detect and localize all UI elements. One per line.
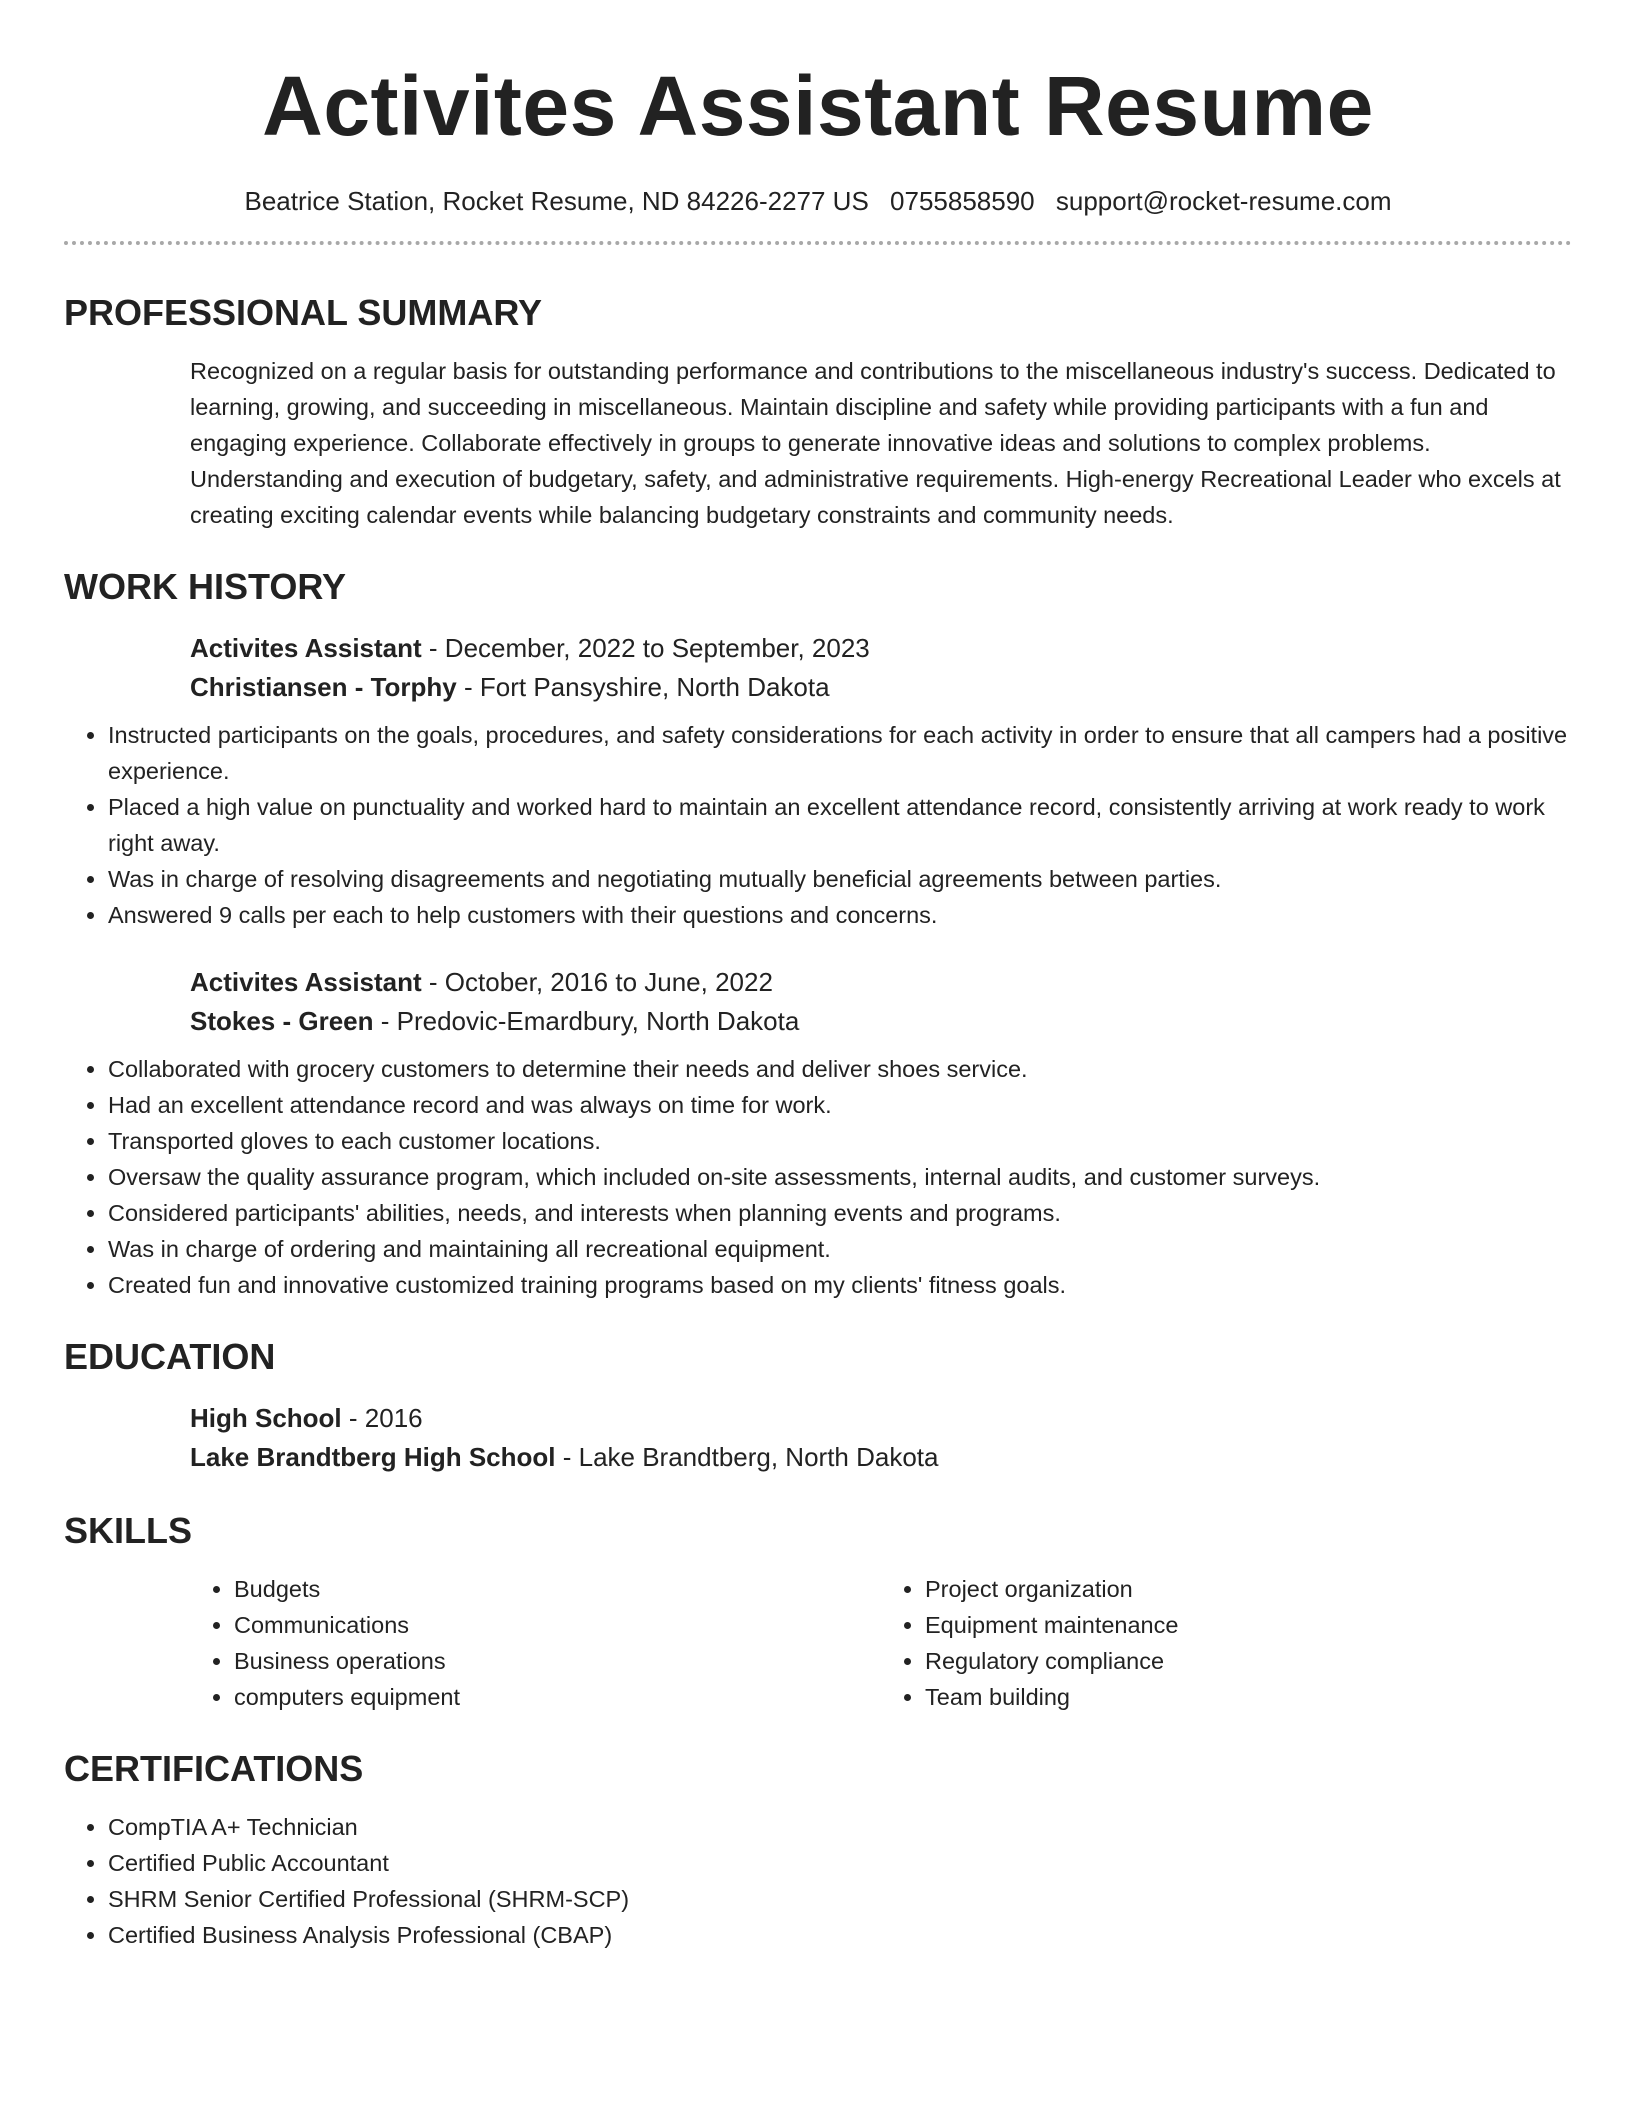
education-school-line <box>190 1438 1572 1477</box>
list-item: • Created fun and innovative customized training programs based on my clients' fitness goals. <box>108 1267 1572 1303</box>
certifications-list <box>64 1809 1572 1953</box>
skill-item: • Regulatory compliance <box>925 1643 1572 1679</box>
job-bullets <box>64 717 1572 933</box>
skill-item: • Equipment maintenance <box>925 1607 1572 1643</box>
resume-page <box>64 0 1572 1953</box>
page-title: Activites Assistant Resume <box>262 59 1374 153</box>
contact-line <box>64 186 1572 217</box>
list-item: • Was in charge of resolving disagreements and negotiating mutually beneficial agreements between parties. <box>108 861 1572 897</box>
skill-item: • computers equipment <box>234 1679 881 1715</box>
job-company: Christiansen - Torphy <box>190 672 457 702</box>
certification-item: • SHRM Senior Certified Professional (SHRM-SCP) <box>108 1881 1572 1917</box>
list-item: • Had an excellent attendance record and was always on time for work. <box>108 1087 1572 1123</box>
job-dates: - December, 2022 to September, 2023 <box>421 633 870 663</box>
skills-column-right <box>881 1571 1572 1715</box>
education-heading: EDUCATION <box>64 1336 276 1377</box>
skills-column-left <box>190 1571 881 1715</box>
list-item: • Answered 9 calls per each to help customers with their questions and concerns. <box>108 897 1572 933</box>
education-degree: High School <box>190 1403 342 1433</box>
job-title: Activites Assistant <box>190 633 422 663</box>
header-divider <box>64 241 1572 245</box>
education-year: - 2016 <box>341 1403 423 1433</box>
contact-phone: 0755858590 <box>890 186 1035 216</box>
skill-item: • Communications <box>234 1607 881 1643</box>
list-item: • Collaborated with grocery customers to determine their needs and deliver shoes service. <box>108 1051 1572 1087</box>
certification-item: • Certified Business Analysis Professional (CBAP) <box>108 1917 1572 1953</box>
education-degree-line <box>190 1399 1572 1438</box>
certification-item: • CompTIA A+ Technician <box>108 1809 1572 1845</box>
work-history-heading: WORK HISTORY <box>64 566 347 607</box>
list-item: • Transported gloves to each customer locations. <box>108 1123 1572 1159</box>
job-company: Stokes - Green <box>190 1006 374 1036</box>
list-item: • Placed a high value on punctuality and worked hard to maintain an excellent attendance record, consistently arriving at work ready to work right away. <box>108 789 1572 861</box>
job-company-line <box>190 668 1572 707</box>
list-item: • Was in charge of ordering and maintaining all recreational equipment. <box>108 1231 1572 1267</box>
skills-heading: SKILLS <box>64 1510 193 1551</box>
job-bullets <box>64 1051 1572 1303</box>
education-entry <box>190 1399 1572 1477</box>
job-dates: - October, 2016 to June, 2022 <box>421 967 773 997</box>
education-school: Lake Brandtberg High School <box>190 1442 556 1472</box>
education-location: - Lake Brandtberg, North Dakota <box>555 1442 939 1472</box>
certifications-heading: CERTIFICATIONS <box>64 1748 364 1789</box>
job-company-line <box>190 1002 1572 1041</box>
job-entry <box>190 629 1572 707</box>
list-item: • Oversaw the quality assurance program, which included on-site assessments, internal audits, and customer surveys. <box>108 1159 1572 1195</box>
certification-item: • Certified Public Accountant <box>108 1845 1572 1881</box>
skill-item: • Business operations <box>234 1643 881 1679</box>
job-title-line <box>190 629 1572 668</box>
job-title: Activites Assistant <box>190 967 422 997</box>
list-item: • Instructed participants on the goals, procedures, and safety considerations for each activity in order to ensure that all campers had a positive experience. <box>108 717 1572 789</box>
contact-address: Beatrice Station, Rocket Resume, ND 84226-2277 US <box>244 186 869 216</box>
job-location: - Fort Pansyshire, North Dakota <box>456 672 830 702</box>
job-title-line <box>190 963 1572 1002</box>
skill-item: • Project organization <box>925 1571 1572 1607</box>
job-entry <box>190 963 1572 1041</box>
summary-text: Recognized on a regular basis for outstanding performance and contributions to the miscellaneous industry's success. Dedicated to learning, growing, and succeeding in miscellaneous. Maintain discipline and safety while providing participants with a fun and engaging experience. Collaborate effectively in groups to generate innovative ideas and solutions to complex problems. Understanding and execution of budgetary, safety, and administrative requirements. High-energy Recreational Leader who excels at creating exciting calendar events while balancing budgetary constraints and community needs. <box>190 358 1561 528</box>
skill-item: • Team building <box>925 1679 1572 1715</box>
skill-item: • Budgets <box>234 1571 881 1607</box>
skills-grid <box>190 1571 1572 1715</box>
contact-email: support@rocket-resume.com <box>1055 186 1392 216</box>
list-item: • Considered participants' abilities, needs, and interests when planning events and programs. <box>108 1195 1572 1231</box>
summary-heading: PROFESSIONAL SUMMARY <box>64 292 543 333</box>
job-location: - Predovic-Emardbury, North Dakota <box>373 1006 800 1036</box>
